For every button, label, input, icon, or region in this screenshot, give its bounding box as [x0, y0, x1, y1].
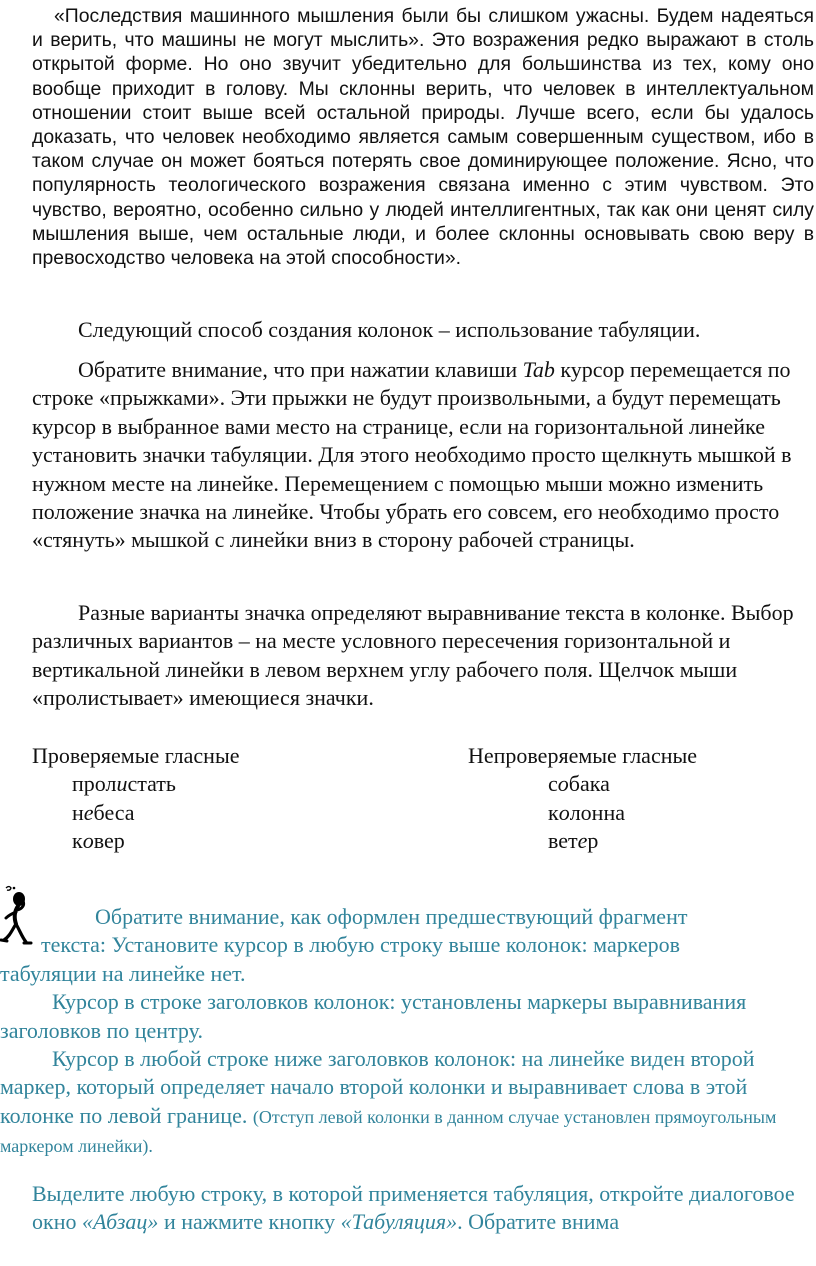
word-vowel: о — [558, 799, 570, 825]
note-line-3: табуляции на линейке нет. — [0, 960, 246, 986]
note-paragraph-headers: Курсор в строке заголовков колонок: установлены маркеры выравнивания заголовков по центру. — [0, 989, 747, 1043]
quote-paragraph: «Последствия машинного мышления были бы слишком ужасны. Будем надеяться и верить, что машины не могут мыслить». Это возражения редко выражают в столь открытой форме. Но оно звучит убедительно для большинства из тех, кому оно вообще приходит в голову. Мы склонны верить, что человек в интеллектуальном отношении стоит выше всей остальной природы. Лучше всего, если бы удалось доказать, что человек необходимо является самым совершенным существом, ибо в таком случае он может бояться потерять свое доминирующее положение. Ясно, что популярность теологического возражения связана именно с этим чувством. Это чувство, вероятно, особенно сильно у людей интеллигентных, так как они ценят силу мышления выше, чем остальные люди, и более склонны основывать свою веру в превосходство человека на этой способности». — [32, 5, 814, 270]
checked-vowels-header: Проверяемые гласные — [32, 743, 240, 768]
list-item — [468, 827, 808, 855]
word-vowel: о — [82, 828, 94, 854]
note-paragraph-second-marker-text: Курсор в любой строке ниже заголовков колонок: на линейке виден второй маркер, который определяет начало второй колонки и выравнивает слова в этой колонке по левой границе. — [0, 1046, 755, 1128]
tab-key-paragraph — [32, 356, 814, 555]
paragraph-dialog-name: «Абзац» — [81, 1209, 159, 1235]
word-part: вер — [93, 828, 125, 854]
tab-key-text-before: Обратите внимание, что при нажатии клавиши — [78, 357, 523, 382]
word-part: бака — [568, 771, 610, 797]
tabulation-intro-paragraph: Следующий способ создания колонок – использование табуляции. — [78, 317, 701, 342]
tab-key-text-after: курсор перемещается по строке «прыжками». Эти прыжки не будут произвольными, а будут перемещать курсор в выбранное вами место на странице, если на горизонтальной линейке установить значки табуляции. Для этого необходимо просто щелкнуть мышкой в нужном месте на линейке. Перемещением с помощью мыши можно изменить положение значка на линейке. Чтобы убрать его совсем, его необходимо просто «стянуть» мышкой с линейки вниз в сторону рабочей страницы. — [32, 357, 792, 553]
unchecked-vowels-header: Непроверяемые гласные — [468, 743, 698, 768]
dialog-instruction-text-3: . Обратите внима — [457, 1209, 620, 1235]
checked-vowels-column — [32, 742, 452, 856]
list-item — [32, 827, 452, 855]
word-part: вет — [548, 828, 578, 854]
list-item — [468, 770, 808, 798]
word-part: к — [72, 828, 83, 854]
word-part: к — [548, 799, 559, 825]
word-part: н — [72, 799, 84, 825]
word-part: р — [587, 828, 599, 854]
note-paragraph-second-marker — [0, 1045, 812, 1161]
word-vowel: и — [116, 771, 128, 797]
word-part: с — [548, 771, 558, 797]
word-part: беса — [93, 799, 135, 825]
formatting-note — [0, 903, 812, 1161]
word-vowel: е — [577, 828, 588, 854]
list-item — [32, 770, 452, 798]
word-vowel: о — [557, 771, 569, 797]
dialog-instruction-paragraph — [32, 1180, 812, 1237]
tab-variants-paragraph: Разные варианты значка определяют выравнивание текста в колонке. Выбор различных вариантов – на месте условного пересечения горизонтальной и вертикальной линейки в левом верхнем углу рабочего поля. Щелчок мыши «пролистывает» имеющиеся значки. — [32, 600, 794, 711]
word-part: стать — [127, 771, 176, 797]
list-item — [468, 799, 808, 827]
note-line-2: текста: Установите курсор в любую строку выше колонок: маркеров — [41, 932, 680, 958]
word-part: прол — [72, 771, 117, 797]
list-item — [32, 799, 452, 827]
note-line-1: Обратите внимание, как оформлен предшествующий фрагмент — [95, 904, 688, 929]
word-part: лонна — [569, 799, 625, 825]
tabulation-button-name: «Табуляция» — [340, 1209, 458, 1235]
dialog-instruction-text-2: и нажмите кнопку — [158, 1209, 341, 1235]
unchecked-vowels-column — [468, 742, 808, 856]
word-vowel: е — [83, 799, 94, 825]
dialog-instruction-text-1: Выделите любую строку, в которой применяется табуляция, откройте диалоговое окно — [32, 1181, 795, 1235]
note-paragraph-small: (Отступ левой колонки в данном случае установлен прямоугольным маркером линейки). — [0, 1106, 777, 1157]
tab-key-name: Tab — [522, 357, 555, 382]
